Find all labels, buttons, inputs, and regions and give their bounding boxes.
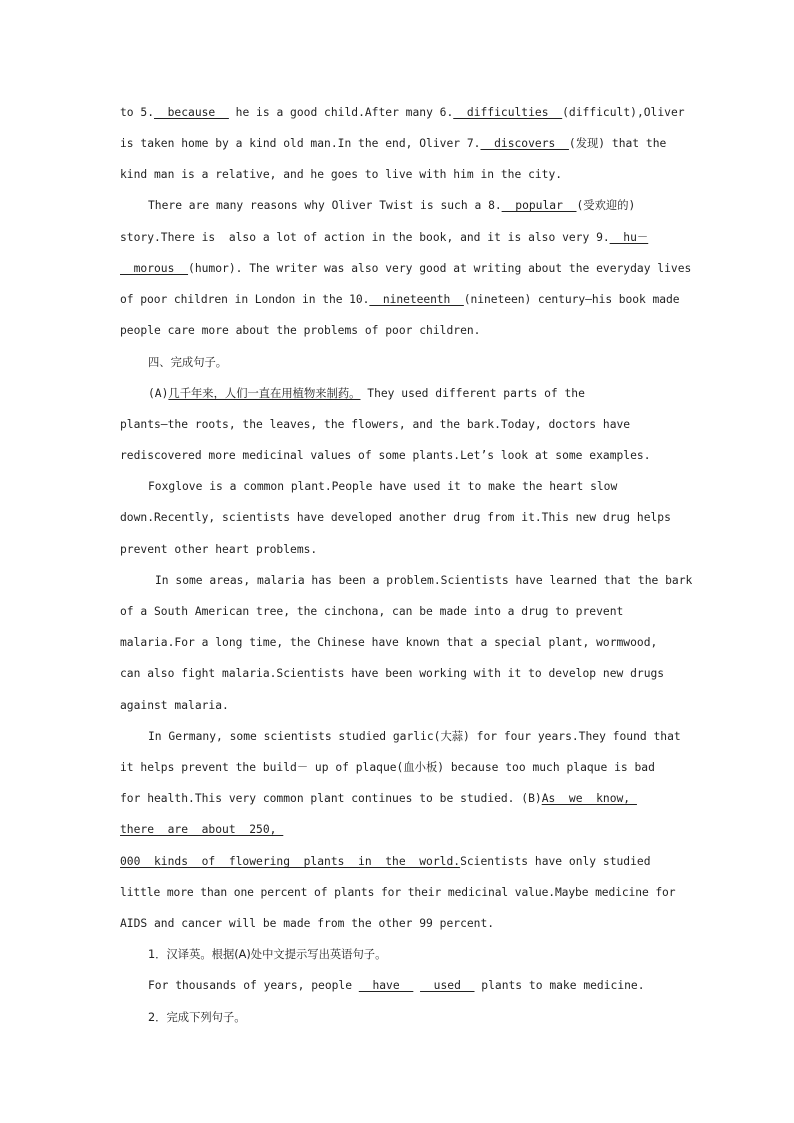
text-line — [120, 323, 490, 339]
text-line — [120, 448, 664, 464]
text-line — [120, 230, 668, 246]
text-segment: 四、完成句子。 — [148, 356, 228, 369]
text-segment: Scientists have only studied — [460, 855, 651, 868]
text-segment: can also fight malaria.Scientists have been working with it to develop new drugs — [120, 667, 665, 680]
text-line — [120, 542, 320, 558]
text-line — [120, 698, 232, 714]
text-segment: (nineteen) century—his book made — [463, 293, 680, 306]
text-line — [120, 666, 676, 682]
text-line — [155, 573, 709, 589]
text-segment: For thousands of years, people — [148, 979, 359, 992]
question-2-prompt — [148, 1010, 246, 1026]
text-segment: Foxglove is a common plant.People have used it to make the heart slow — [148, 480, 618, 493]
text-segment: plants to make medicine. — [474, 979, 645, 992]
text-segment: he is a good child.After many 6. — [228, 106, 454, 119]
answer-blank: __popular__ — [501, 199, 577, 212]
answer-blank: __morous__ — [120, 262, 189, 275]
text-line — [120, 822, 290, 838]
text-segment: plants—the roots, the leaves, the flowers, and the bark.Today, doctors have — [120, 418, 631, 431]
text-segment: 1．汉译英。根据(A)处中文提示写出英语句子。 — [148, 948, 387, 961]
text-line — [120, 916, 505, 932]
text-segment: (difficult),Oliver — [562, 106, 685, 119]
answer-blank: __hu－ — [609, 231, 649, 244]
text-segment: They used different parts of the — [360, 387, 585, 400]
answer-blank: __discovers__ — [480, 137, 569, 150]
text-segment: (A) — [148, 387, 169, 400]
text-segment: malaria.For a long time, the Chinese have known that a special plant, wormwood, — [120, 636, 658, 649]
text-line — [120, 604, 640, 620]
answer-blank: __have__ — [358, 979, 414, 992]
text-line — [120, 105, 710, 121]
text-segment: (humor). The writer was also very good at writing about the everyday lives — [188, 262, 692, 275]
text-segment: rediscovered more medicinal values of some plants.Let’s look at some examples. — [120, 449, 651, 462]
text-line — [120, 510, 690, 526]
text-line — [120, 261, 710, 277]
answer-blank: As__we__know,_ — [541, 792, 637, 805]
text-segment: of poor children in London in the 10. — [120, 293, 370, 306]
text-segment: There are many reasons why Oliver Twist is such a 8. — [148, 199, 502, 212]
text-line — [148, 729, 703, 745]
text-line — [120, 635, 675, 651]
text-line — [120, 292, 680, 308]
text-segment: to 5. — [120, 106, 155, 119]
text-segment: against malaria. — [120, 699, 229, 712]
text-line — [148, 198, 663, 214]
text-segment: story.There is also a lot of action in the book, and it is also very 9. — [120, 231, 610, 244]
text-line — [120, 791, 653, 807]
text-segment: 2．完成下列句子。 — [148, 1011, 246, 1024]
text-segment: for health.This very common plant continues to be studied. (B) — [120, 792, 542, 805]
text-segment: prevent other heart problems. — [120, 543, 318, 556]
text-line — [120, 417, 653, 433]
answer-blank: __nineteenth__ — [369, 293, 464, 306]
answer-blank: 000__kinds__of__flowering__plants__in__the__world. — [120, 855, 461, 868]
text-line — [120, 885, 676, 901]
text-segment: down.Recently, scientists have developed another drug from it.This new drug helps — [120, 511, 671, 524]
text-segment: it helps prevent the build－ up of plaque(血小板) because too much plaque is bad — [120, 761, 655, 774]
text-segment: AIDS and cancer will be made from the other 99 percent. — [120, 917, 495, 930]
text-segment: In some areas, malaria has been a problem.Scientists have learned that the bark — [155, 574, 693, 587]
text-line — [148, 386, 640, 402]
text-segment: (受欢迎的) — [576, 199, 636, 212]
answer-blank: there__are__about__250,_ — [120, 823, 284, 836]
text-line — [120, 854, 668, 870]
text-segment: is taken home by a kind old man.In the end, Oliver 7. — [120, 137, 481, 150]
text-segment: little more than one percent of plants for their medicinal value.Maybe medicine for — [120, 886, 676, 899]
answer-blank: __difficulties__ — [453, 106, 563, 119]
section-heading — [148, 355, 227, 371]
question-1-prompt — [148, 947, 386, 963]
text-line — [120, 167, 580, 183]
text-line — [148, 479, 633, 495]
answer-blank: __because__ — [154, 106, 229, 119]
text-segment: kind man is a relative, and he goes to live with him in the city. — [120, 168, 563, 181]
text-line — [120, 760, 680, 776]
question-1-answer — [148, 978, 658, 994]
text-segment: people care more about the problems of poor children. — [120, 324, 481, 337]
text-segment: of a South American tree, the cinchona, can be made into a drug to prevent — [120, 605, 624, 618]
answer-blank: 几千年来，人们一直在用植物来制药。 — [168, 387, 361, 400]
text-segment: (发现) that the — [568, 137, 667, 150]
text-line — [120, 136, 690, 152]
text-segment: In Germany, some scientists studied garlic(大蒜) for four years.They found that — [148, 730, 681, 743]
answer-blank: __used__ — [420, 979, 475, 992]
